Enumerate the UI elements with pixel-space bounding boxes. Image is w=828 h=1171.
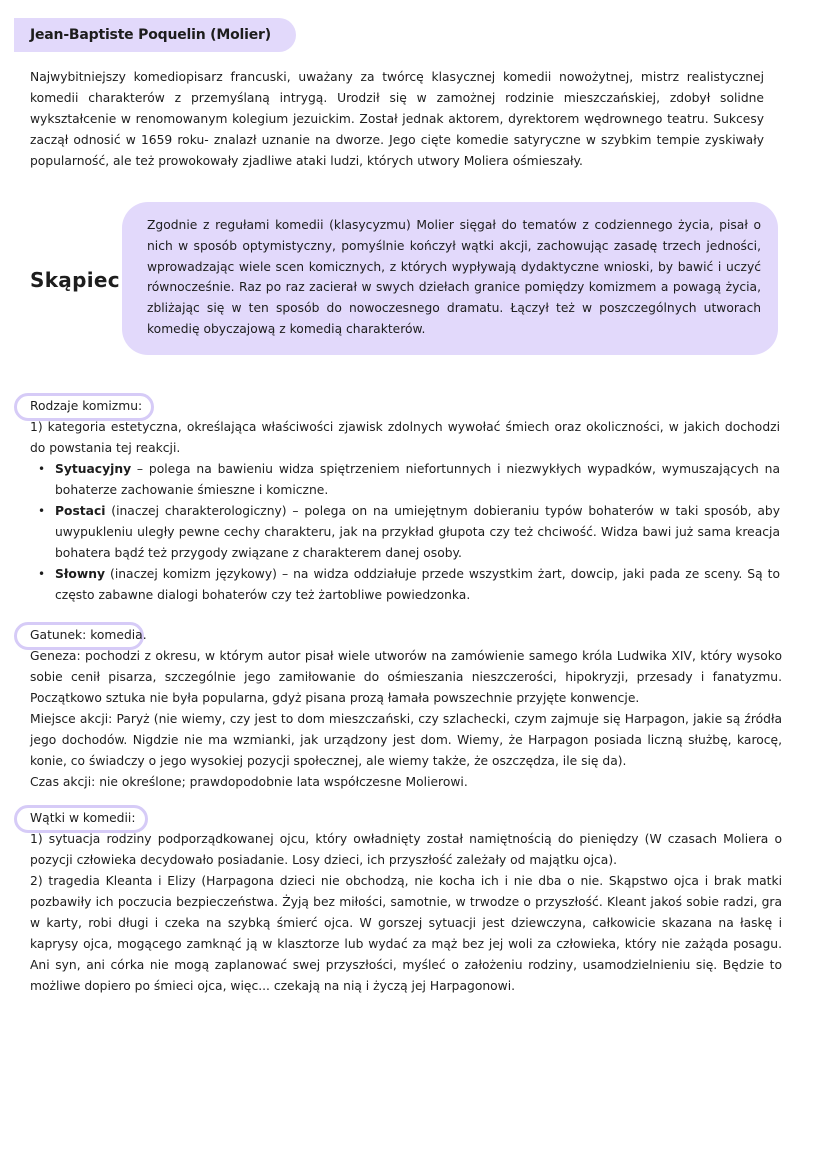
page-title: Jean-Baptiste Poquelin (Molier) (30, 27, 271, 43)
genre-place: Miejsce akcji: Paryż (nie wiemy, czy jest to dom mieszczański, czy szlachecki, czym zajmuje się Harpagon, jakie są źródła jego dochodów. Nigdzie nie ma wzmianki, jak urządzony jest dom. Wiemy, że Harpagon posiada liczną służbę, karocę, konie, co świadczy o jego wysokiej pozycji społecznej, ale wiemy także, że oszczędza, ile się da). (30, 712, 782, 768)
list-item (30, 501, 780, 564)
comedy-types-section (30, 417, 780, 606)
genre-heading: Gatunek: komedia. (30, 628, 147, 642)
comedy-definition: 1) kategoria estetyczna, określająca właściwości zjawisk zdolnych wywołać śmiech oraz okoliczności, w jakich dochodzi do powstania tej reakcji. (30, 420, 780, 455)
genre-section (30, 646, 782, 793)
bullet-icon: • (38, 567, 46, 581)
comedy-type-term: Sytuacyjny (55, 462, 132, 476)
comedy-types-heading: Rodzaje komizmu: (30, 399, 143, 413)
comedy-type-term: Postaci (55, 504, 106, 518)
bullet-icon: • (38, 462, 46, 476)
plots-heading: Wątki w komedii: (30, 811, 136, 825)
list-item (30, 564, 780, 606)
comedy-type-text: (inaczej charakterologiczny) – polega on na umiejętnym dobieraniu typów bohaterów w taki sposób, aby uwypukleniu uległy pewne cechy charakteru, jak na przykład głupota czy też chciwość. Widza bawi już sama kreacja bohatera bądź też przygody związane z charakterem danej osoby. (55, 504, 780, 560)
comedy-types-list (30, 459, 780, 606)
comedy-type-term: Słowny (55, 567, 105, 581)
work-title: Skąpiec (30, 268, 120, 292)
genre-genesis: Geneza: pochodzi z okresu, w którym autor pisał wiele utworów na zamówienie samego króla Ludwika XIV, który wysoko sobie cenił pisarza, szczególnie jego zamiłowanie do ośmieszania nieszczerości, hipokryzji, przesady i fanatyzmu. Początkowo sztuka nie była popularna, gdyż pisana prozą łamała powszechnie przyjęte konwencje. (30, 649, 782, 705)
list-item (30, 459, 780, 501)
intro-paragraph: Najwybitniejszy komediopisarz francuski, uważany za twórcę klasycznej komedii nowożytnej, mistrz realistycznej komedii charakterów z przemyślaną intrygą. Urodził się w zamożnej rodzinie mieszczańskiej, zdobył solidne wykształcenie w renomowanym kolegium jezuickim. Został jednak aktorem, dyrektorem wędrownego teatru. Sukcesy zaczął odnosić w 1659 roku- znalazł uznanie na dworze. Jego cięte komedie satyryczne w szybkim tempie zyskiwały popularność, ale też prowokowały zjadliwe ataki ludzi, których utwory Moliera ośmieszały. (30, 70, 764, 168)
plots-section (30, 829, 782, 997)
highlight-box-text: Zgodnie z regułami komedii (klasycyzmu) Molier sięgał do tematów z codziennego życia, pisał o nich w sposób optymistyczny, pomyślnie kończył wątki akcji, zachowując zasadę trzech jedności, wprowadzając wiele scen komicznych, z których wypływają dydaktyczne wnioski, by bawić i uczyć równocześnie. Raz po raz zacierał w swych dziełach granice pomiędzy komizmem a powagą życia, zbliżając się w ten sposób do nowoczesnego dramatu. Łączył też w poszczególnych utworach komedię obyczajową z komedią charakterów. (147, 218, 761, 336)
genre-time: Czas akcji: nie określone; prawdopodobnie lata współczesne Molierowi. (30, 775, 468, 789)
plot-item: 2) tragedia Kleanta i Elizy (Harpagona dzieci nie obchodzą, nie kocha ich i nie dba o nie. Skąpstwo ojca i brak matki pozbawiły ich poczucia bezpieczeństwa. Żyją bez miłości, samotnie, w trwodze o przyszłość. Kleant jakoś sobie radzi, gra w karty, robi długi i czeka na szybką śmierć ojca. W gorszej sytuacji jest dziewczyna, całkowicie skazana na łaskę i kaprysy ojca, mogącego zamknąć ją w klasztorze lub wydać za mąż bez jej woli za człowieka, który nie zażąda posagu. Ani syn, ani córka nie mogą zaplanować swej przyszłości, myśleć o założeniu rodziny, usamodzielnieniu się. Będzie to możliwe dopiero po śmieci ojca, więc... czekają na nią i życzą jej Harpagonowi. (30, 874, 782, 993)
bullet-icon: • (38, 504, 46, 518)
comedy-type-text: – polega na bawieniu widza spiętrzeniem niefortunnych i niezwykłych wypadków, wymuszających na bohaterze zachowanie śmieszne i komiczne. (55, 462, 780, 497)
comedy-type-text: (inaczej komizm językowy) – na widza oddziałuje przede wszystkim żart, dowcip, jaki pada ze sceny. Są to często zabawne dialogi bohaterów czy też żartobliwe powiedzonka. (55, 567, 780, 602)
plot-item: 1) sytuacja rodziny podporządkowanej ojcu, który owładnięty został namiętnością do pieniędzy (W czasach Moliera o pozycji człowieka decydowało posiadanie. Losy dzieci, ich przyszłość zależały od majątku ojca). (30, 832, 782, 867)
